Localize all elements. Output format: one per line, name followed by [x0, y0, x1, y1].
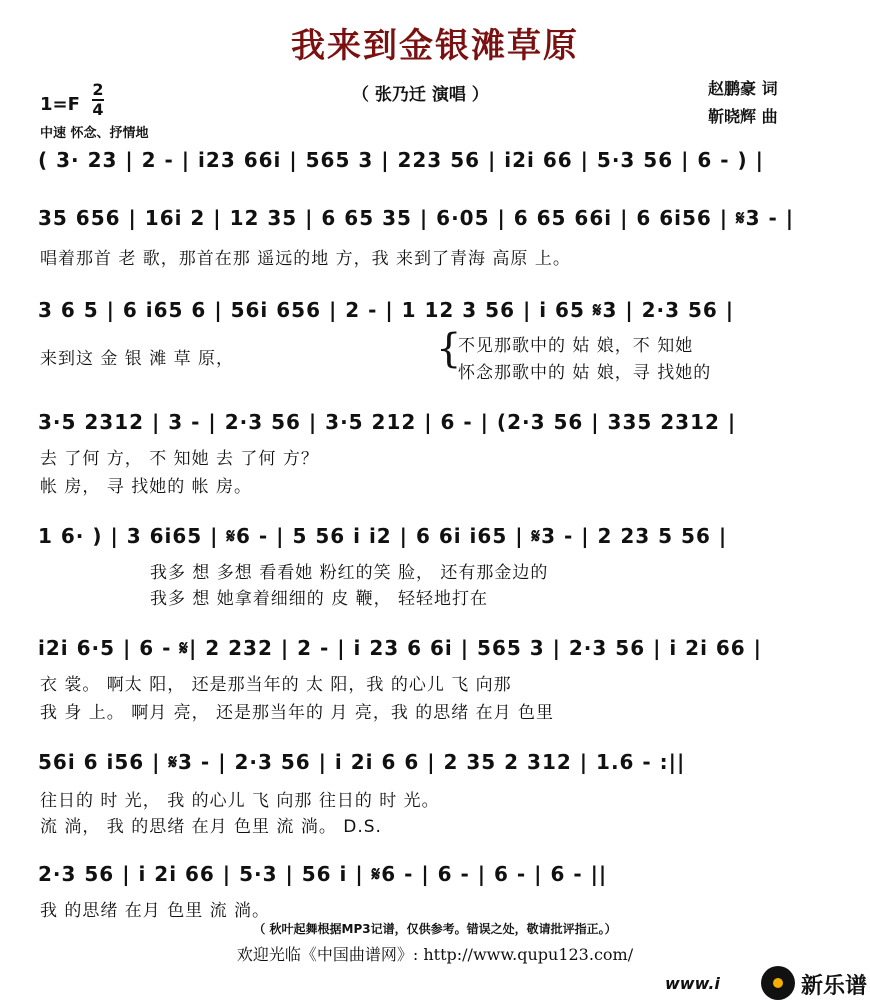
notation-row-3: 3 6 5 | 6 i65 6 | 56i 656 | 2 - | 1 12 3 56 | i 65 𝄋3 | 2·3 56 |	[38, 298, 735, 322]
lyric-row-7-verse-1: 往日的 时 光， 我 的心儿 飞 向那 往日的 时 光。	[40, 791, 440, 811]
lyric-row-7-verse-2: 流 淌， 我 的思绪 在月 色里 流 淌。 D.S.	[40, 817, 382, 837]
record-disc-icon	[761, 966, 795, 1000]
notation-row-6: i2i 6·5 | 6 - 𝄋| 2 232 | 2 - | i 23 6 6i | 565 3 | 2·3 56 | i 2i 66 |	[38, 636, 762, 660]
composer-credit: 靳晓辉 曲	[708, 107, 778, 126]
lyric-row-3: 来到这 金 银 滩 草 原，	[40, 349, 235, 369]
lyric-row-4-verse-1: 去 了何 方， 不 知她 去 了何 方？	[40, 449, 319, 469]
lyric-row-5-verse-2: 我多 想 她拿着细细的 皮 鞭， 轻轻地打在	[150, 589, 489, 609]
lyric-row-8: 我 的思绪 在月 色里 流 淌。	[40, 901, 271, 921]
row-1-spacer	[38, 174, 828, 175]
lyric-row-4-verse-2: 帐 房， 寻 找她的 帐 房。	[40, 477, 253, 497]
time-signature-bottom: 4	[92, 100, 104, 119]
singer-credit: （ 张乃迁 演唱 ）	[352, 85, 489, 105]
lyricist-credit: 赵鹏豪 词	[708, 79, 778, 98]
lyric-row-6-verse-2: 我 身 上。 啊月 亮， 还是那当年的 月 亮，我 的思绪 在月 色里	[40, 703, 555, 723]
site-logo[interactable]	[655, 966, 870, 1002]
site-welcome-link[interactable]: 欢迎光临《中国曲谱网》: http://www.qupu123.com/	[236, 945, 634, 964]
lyric-row-2: 唱着那首 老 歌，那首在那 遥远的地 方，我 来到了青海 高原 上。	[40, 249, 571, 269]
song-title: 我来到金银滩草原	[291, 26, 579, 66]
logo-url-text: www.i	[665, 974, 720, 993]
lyric-row-5-verse-1: 我多 想 多想 看看她 粉红的笑 脸， 还有那金边的	[150, 563, 549, 583]
verse-brace: {	[436, 326, 462, 372]
lyric-row-6-verse-1: 衣 裳。 啊太 阳， 还是那当年的 太 阳，我 的心儿 飞 向那	[40, 675, 512, 695]
notation-row-5: 1 6· ) | 3 6i65 | 𝄋6 - | 5 56 i i2 | 6 6i i65 | 𝄋3 - | 2 23 5 56 |	[38, 524, 728, 548]
key-signature: 1=F	[40, 94, 80, 115]
logo-name: 新乐谱	[801, 974, 868, 999]
lyric-row-3-verse-1: 不见那歌中的 姑 娘，不 知她	[458, 336, 694, 356]
tempo-marking: 中速 怀念、抒情地	[40, 126, 149, 141]
notation-row-7: 56i 6 i56 | 𝄋3 - | 2·3 56 | i 2i 6 6 | 2 35 2 312 | 1.6 - :||	[38, 750, 686, 774]
notation-row-8: 2·3 56 | i 2i 66 | 5·3 | 56 i | 𝄋6 - | 6 - | 6 - | 6 - ||	[38, 862, 608, 886]
notation-row-4: 3·5 2312 | 3 - | 2·3 56 | 3·5 212 | 6 - | (2·3 56 | 335 2312 |	[38, 410, 737, 434]
time-signature	[92, 82, 104, 118]
notation-row-1: ( 3· 23 | 2 - | i23 66i | 565 3 | 223 56 | i2i 66 | 5·3 56 | 6 - ) |	[38, 148, 764, 172]
lyric-row-3-verse-2: 怀念那歌中的 姑 娘，寻 找她的	[458, 363, 712, 383]
notation-row-2: 35 656 | 16i 2 | 12 35 | 6 65 35 | 6·05 | 6 65 66i | 6 6i56 | 𝄋3 - |	[38, 206, 795, 230]
transcription-note: （ 秋叶起舞根据MP3记谱，仅供参考。错误之处，敬请批评指正。）	[253, 922, 617, 936]
time-signature-top: 2	[92, 80, 104, 99]
